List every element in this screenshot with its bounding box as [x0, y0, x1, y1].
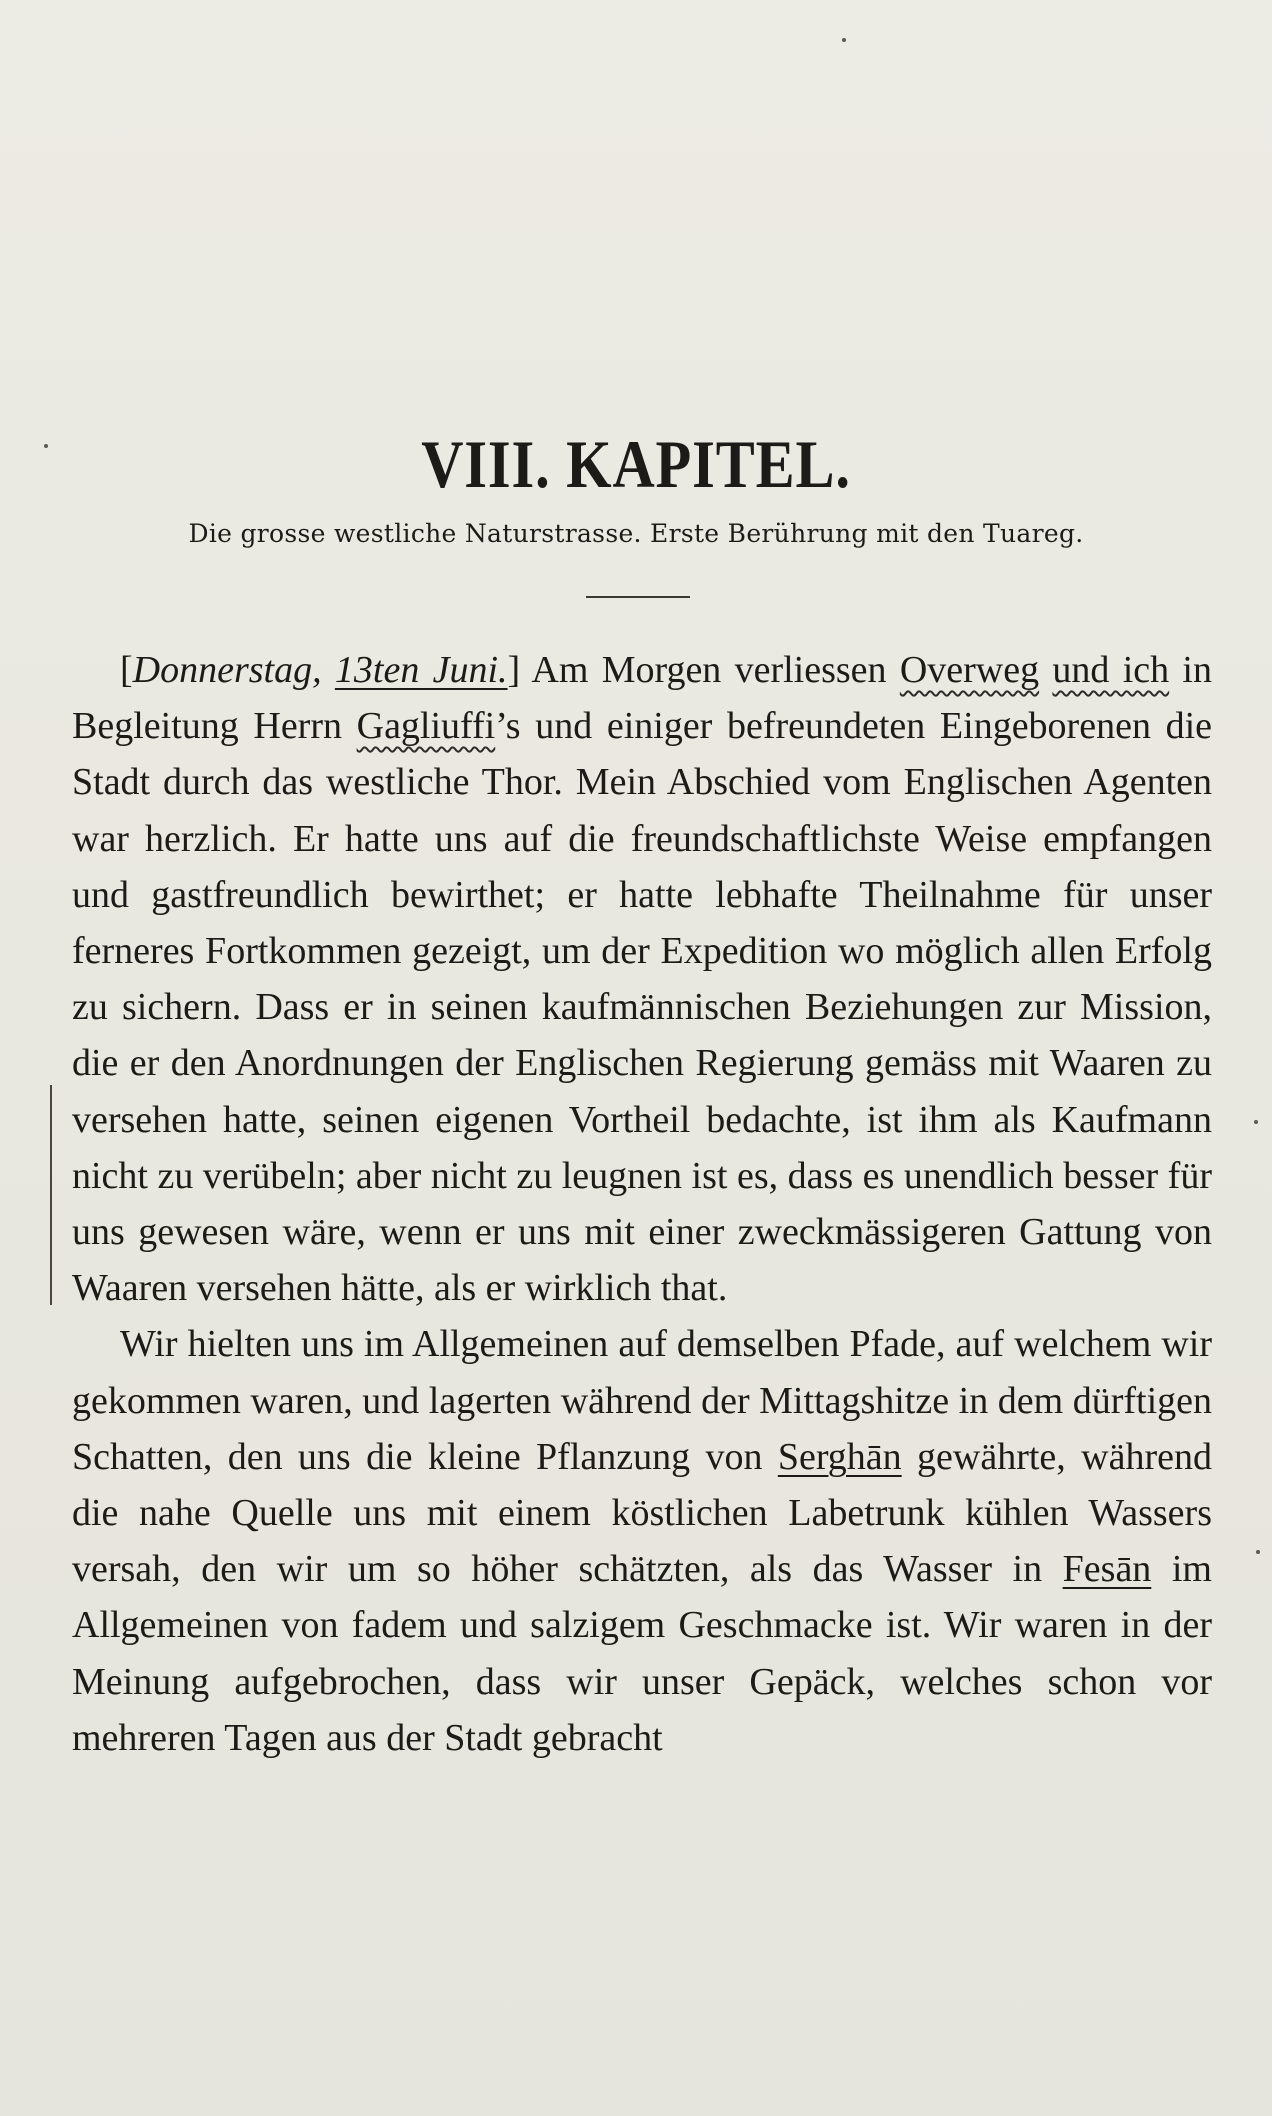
text-segment: in Begleitung Herrn	[72, 649, 1212, 748]
text-segment: Serghān	[777, 1435, 902, 1478]
text-segment: Fesān	[1062, 1548, 1152, 1591]
margin-pencil-mark	[50, 1085, 52, 1305]
text-segment: [	[120, 649, 133, 691]
paragraph-1	[72, 642, 1212, 1316]
ink-speck	[1254, 1120, 1258, 1124]
text-segment: Donnerstag	[132, 649, 313, 691]
ink-speck	[842, 38, 846, 42]
text-segment: und ich	[1052, 649, 1170, 691]
title-rule	[586, 596, 690, 598]
text-segment: Wir hielten uns im Allgemeinen auf demselben Pfade, auf welchem wir gekommen waren, und lagerten während der Mittagshitze in dem dürftigen Schatten, den uns die kleine Pflanzung von	[72, 1323, 1212, 1478]
text-segment: Gagliuffi	[356, 705, 496, 748]
text-segment: ] Am Morgen verliessen	[507, 649, 900, 691]
paragraph-2	[72, 1316, 1212, 1766]
text-segment	[1039, 649, 1052, 691]
text-segment: ’s und einiger befreundeten Eingeborenen die Stadt durch das westliche Thor. Mein Abschied vom Englischen Agenten war herzlich. Er hatte uns auf die freundschaftlichste Weise empfangen und gastfreundlich bewirthet; er hatte lebhafte Theilnahme für unser ferneres Fortkommen gezeigt, um der Expedition wo möglich allen Erfolg zu sichern. Dass er in seinen kaufmännischen Beziehungen zur Mission, die er den Anordnungen der Englischen Regierung gemäss mit Waaren zu versehen hatte, seinen eigenen Vortheil bedachte, ist ihm als Kaufmann nicht zu verübeln; aber nicht zu leugnen ist es, dass es unendlich besser für uns gewesen wäre, wenn er uns mit einer zweckmässigeren Gattung von Waaren versehen hätte, als er wirklich that.	[72, 705, 1212, 1310]
text-segment: gewährte, während die nahe Quelle uns mit einem köstlichen Labetrunk kühlen Wassers versah, den wir um so höher schätzten, als das Wasser in	[72, 1435, 1212, 1591]
chapter-subtitle: Die grosse westliche Naturstrasse. Erste Berührung mit den Tuareg.	[188, 519, 1084, 548]
text-segment: 13ten Juni.	[334, 649, 508, 691]
chapter-title: VIII. KAPITEL.	[421, 426, 851, 502]
ink-speck	[1256, 1550, 1260, 1554]
text-segment: Overweg	[899, 649, 1040, 691]
body-text	[72, 642, 1212, 1766]
ink-speck	[44, 444, 48, 448]
text-segment: im Allgemeinen von fadem und salzigem Geschmacke ist. Wir waren in der Meinung aufgebrochen, dass wir unser Gepäck, welches schon vor mehreren Tagen aus der Stadt gebracht	[72, 1548, 1212, 1759]
text-segment: ,	[312, 649, 335, 691]
